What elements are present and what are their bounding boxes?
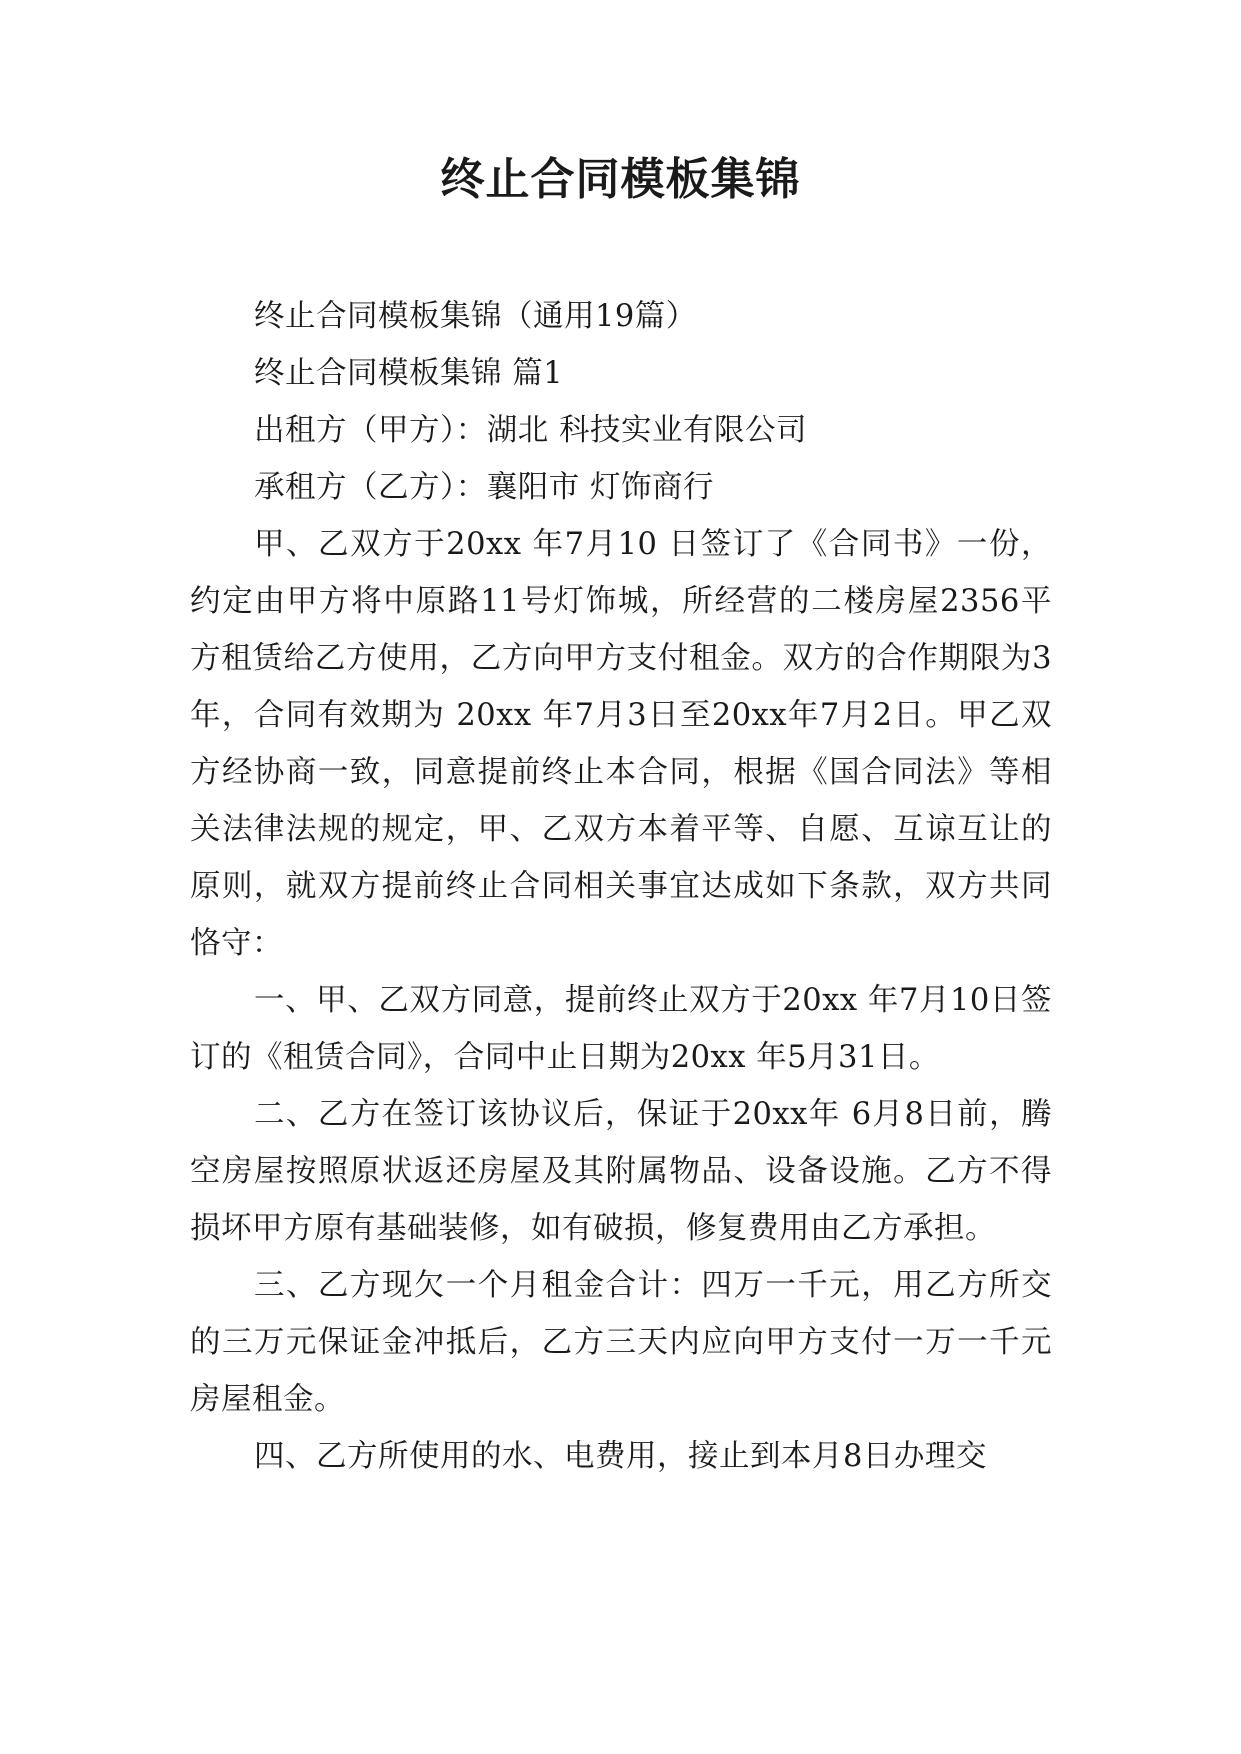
preamble-paragraph: 甲、乙双方于20xx 年7月10 日签订了《合同书》一份，约定由甲方将中原路11号灯饰城，所经营的二楼房屋2356平方租赁给乙方使用，乙方向甲方支付租金。双方的合作期限为3 年，合同有效期为 20xx 年7月3日至20xx年7月2日。甲乙双方经协商一致，同意提前终止本合同，根据《国合同法》等相关法律法规的规定，甲、乙双方本着平等、自愿、互谅互让的原则，就双方提前终止合同相关事宜达成如下条款，双方共同恪守： — [190, 527, 1052, 961]
document-title: 终止合同模板集锦 — [440, 154, 801, 205]
clause-1-paragraph: 一、甲、乙双方同意，提前终止双方于20xx 年7月10日签订的《租赁合同》，合同中止日期为20xx 年5月31日。 — [190, 983, 1052, 1075]
lessor-line: 出租方（甲方）：湖北 科技实业有限公司 — [254, 413, 807, 448]
section-heading: 终止合同模板集锦 篇1 — [254, 356, 564, 391]
clause-3-paragraph: 三、乙方现欠一个月租金合计：四万一千元，用乙方所交的三万元保证金冲抵后，乙方三天内应向甲方支付一万一千元房屋租金。 — [190, 1268, 1052, 1417]
lessee-line: 承租方（乙方）：襄阳市 灯饰商行 — [254, 470, 714, 505]
subtitle-paragraph: 终止合同模板集锦（通用19篇） — [254, 299, 697, 334]
clause-2-paragraph: 二、乙方在签订该协议后，保证于20xx年 6月8日前，腾空房屋按照原状返还房屋及其附属物品、设备设施。乙方不得损坏甲方原有基础装修，如有破损，修复费用由乙方承担。 — [190, 1097, 1052, 1246]
clause-4-paragraph: 四、乙方所使用的水、电费用，接止到本月8日办理交 — [254, 1439, 987, 1474]
document-body — [190, 288, 1052, 1485]
